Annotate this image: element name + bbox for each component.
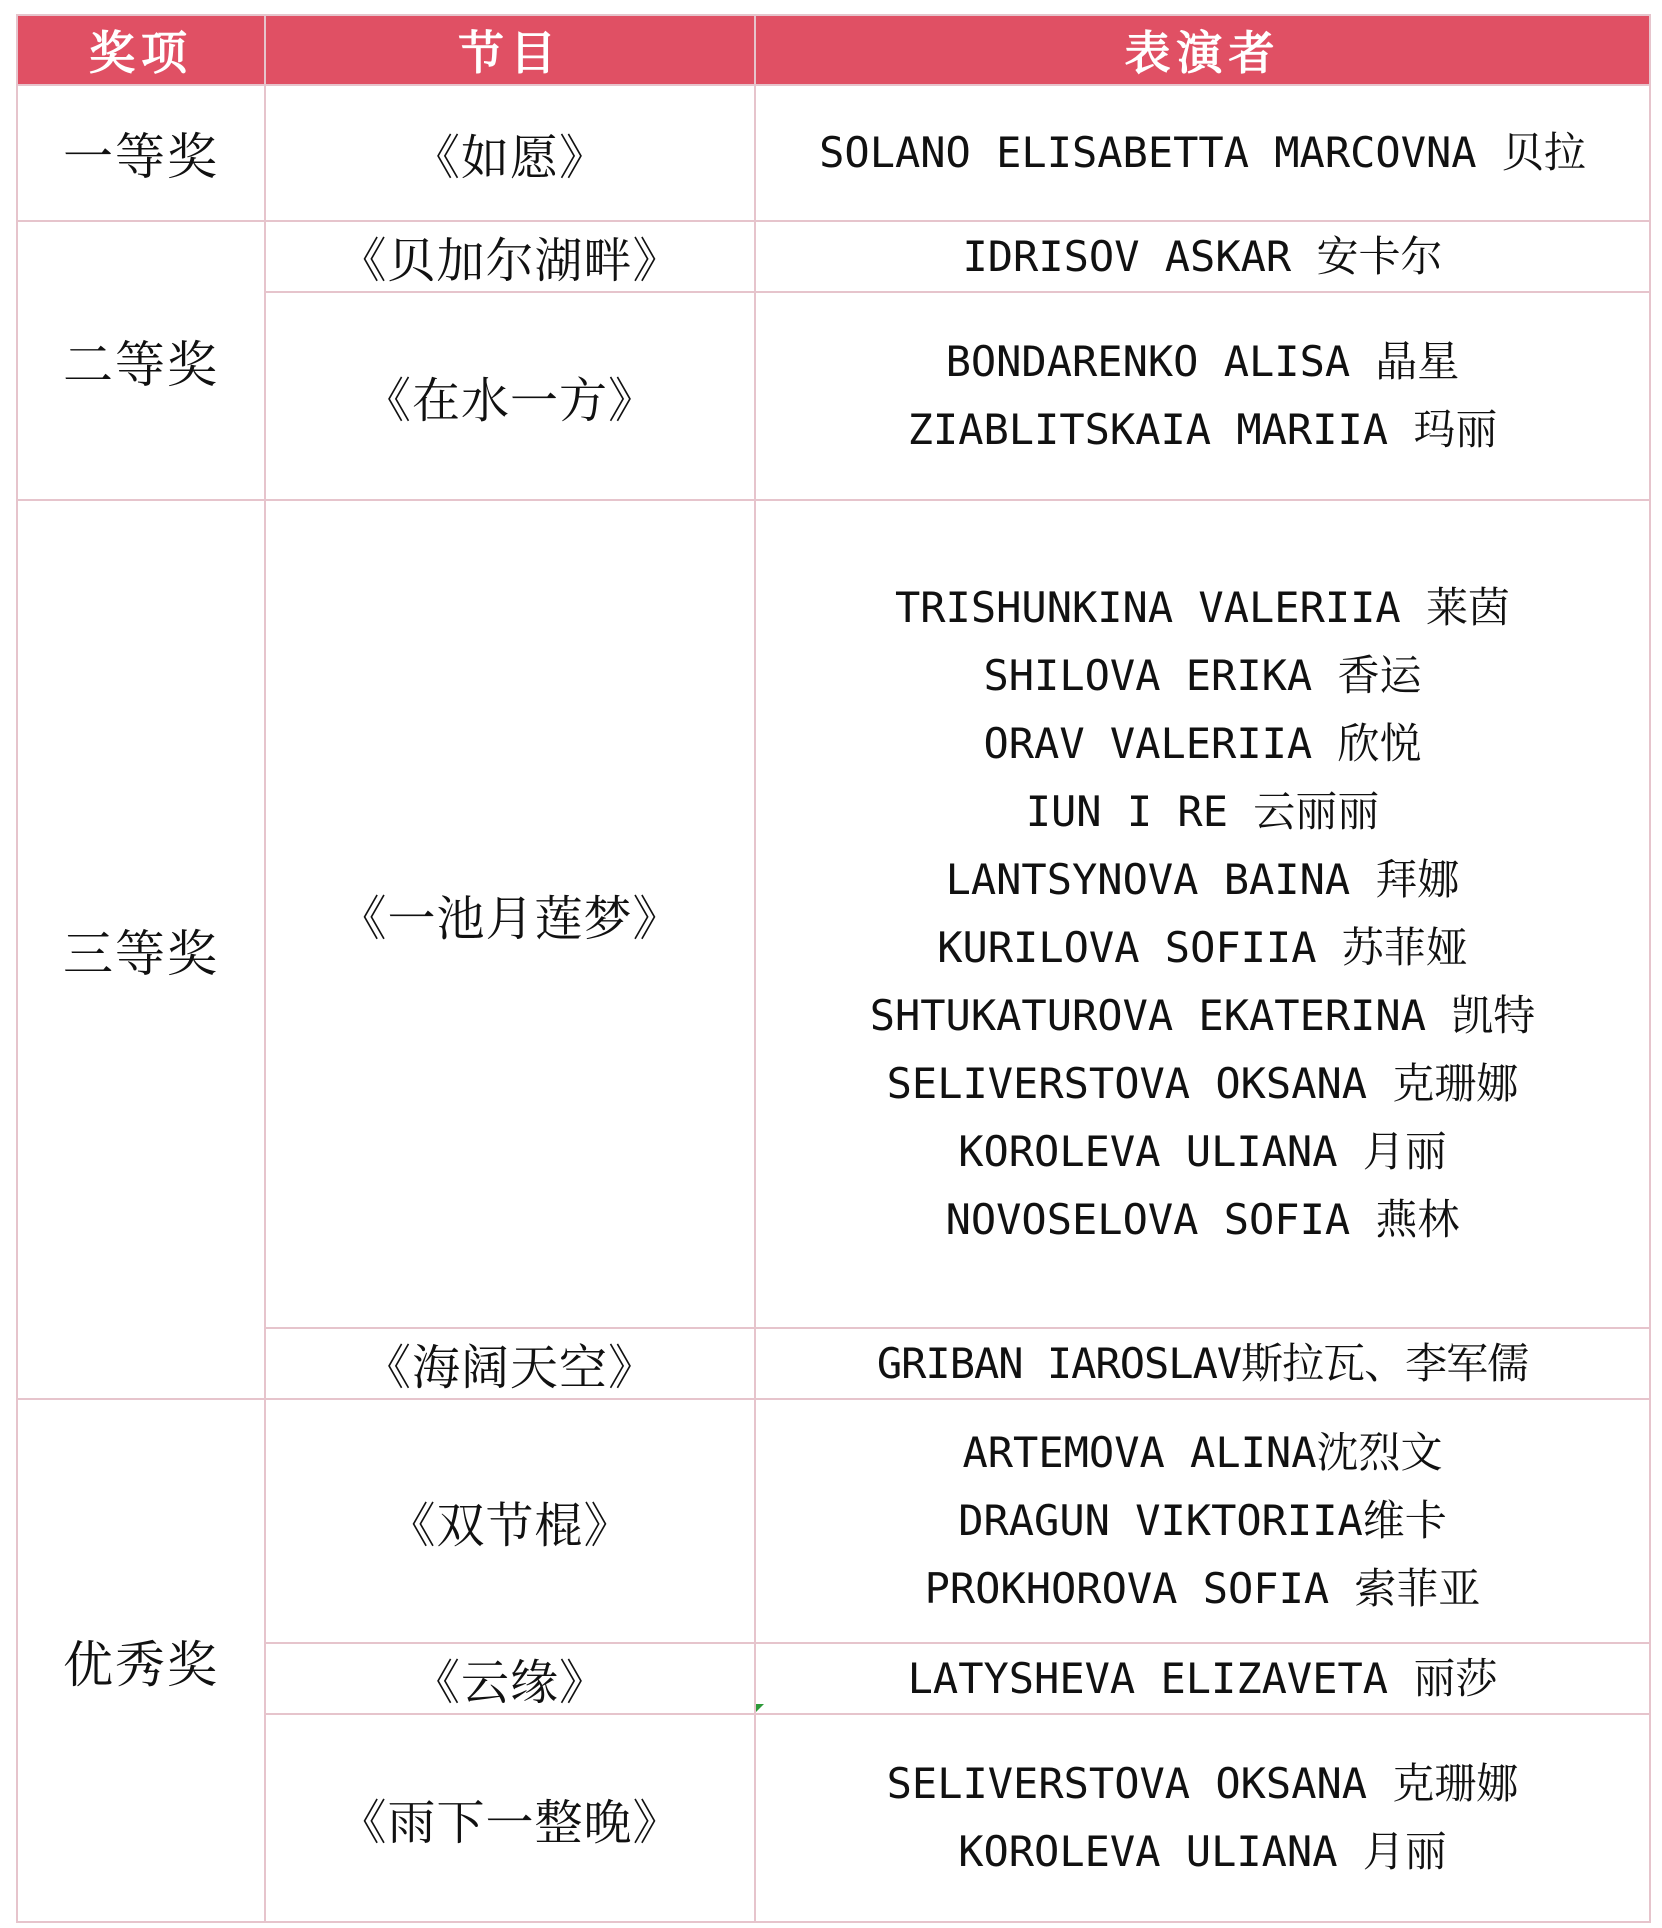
performer-name: KOROLEVA ULIANA 月丽	[958, 1127, 1447, 1176]
performer-cell	[755, 1328, 1650, 1399]
table-row	[17, 500, 1650, 1328]
performer-name: IDRISOV ASKAR 安卡尔	[962, 231, 1443, 281]
award-cell: 一等奖	[17, 85, 265, 221]
performer-name: LANTSYNOVA BAINA 拜娜	[945, 855, 1460, 904]
program-cell: 《如愿》	[265, 85, 755, 221]
award-cell: 二等奖	[17, 221, 265, 500]
table-header	[17, 15, 1650, 85]
performer-name: ARTEMOVA ALINA沈烈文	[962, 1428, 1443, 1477]
performer-name: SHTUKATUROVA EKATERINA 凯特	[869, 991, 1536, 1040]
performer-cell	[755, 1399, 1650, 1643]
award-cell: 三等奖	[17, 500, 265, 1399]
performer-cell	[755, 1643, 1650, 1714]
cell-corner-marker	[756, 1704, 764, 1712]
header-performer: 表演者	[755, 15, 1650, 85]
performer-name: GRIBAN IAROSLAV斯拉瓦、李军儒	[876, 1338, 1529, 1388]
table-body	[17, 85, 1650, 1922]
performer-name: SELIVERSTOVA OKSANA 克珊娜	[886, 1059, 1519, 1108]
program-cell: 《云缘》	[265, 1643, 755, 1714]
table-row	[17, 221, 1650, 292]
program-cell: 《双节棍》	[265, 1399, 755, 1643]
performer-cell	[755, 85, 1650, 221]
program-cell: 《一池月莲梦》	[265, 500, 755, 1328]
performer-name: TRISHUNKINA VALERIIA 莱茵	[894, 583, 1510, 632]
program-cell: 《贝加尔湖畔》	[265, 221, 755, 292]
award-cell: 优秀奖	[17, 1399, 265, 1922]
performer-name: KURILOVA SOFIIA 苏菲娅	[937, 923, 1468, 972]
performer-cell	[755, 221, 1650, 292]
performer-name: PROKHOROVA SOFIA 索菲亚	[924, 1564, 1481, 1613]
program-cell: 《在水一方》	[265, 292, 755, 500]
performer-name: BONDARENKO ALISA 晶星	[945, 337, 1460, 386]
award-results-table	[16, 14, 1651, 1923]
table-row	[17, 85, 1650, 221]
table-row	[17, 1399, 1650, 1643]
performer-cell	[755, 292, 1650, 500]
performer-name: LATYSHEVA ELIZAVETA 丽莎	[907, 1653, 1498, 1703]
header-program: 节目	[265, 15, 755, 85]
performer-name: SHILOVA ERIKA 香运	[983, 651, 1422, 700]
performer-name: KOROLEVA ULIANA 月丽	[958, 1827, 1447, 1876]
header-award: 奖项	[17, 15, 265, 85]
performer-name: IUN I RE 云丽丽	[1025, 787, 1380, 836]
program-cell: 《海阔天空》	[265, 1328, 755, 1399]
performer-name: ZIABLITSKAIA MARIIA 玛丽	[907, 405, 1498, 454]
performer-name: SELIVERSTOVA OKSANA 克珊娜	[886, 1759, 1519, 1808]
performer-name: SOLANO ELISABETTA MARCOVNA 贝拉	[819, 128, 1586, 177]
performer-name: DRAGUN VIKTORIIA维卡	[958, 1496, 1447, 1545]
performer-name: NOVOSELOVA SOFIA 燕林	[945, 1195, 1460, 1244]
performer-cell	[755, 1714, 1650, 1922]
performer-cell	[755, 500, 1650, 1328]
program-cell: 《雨下一整晚》	[265, 1714, 755, 1922]
performer-name: ORAV VALERIIA 欣悦	[983, 719, 1422, 768]
